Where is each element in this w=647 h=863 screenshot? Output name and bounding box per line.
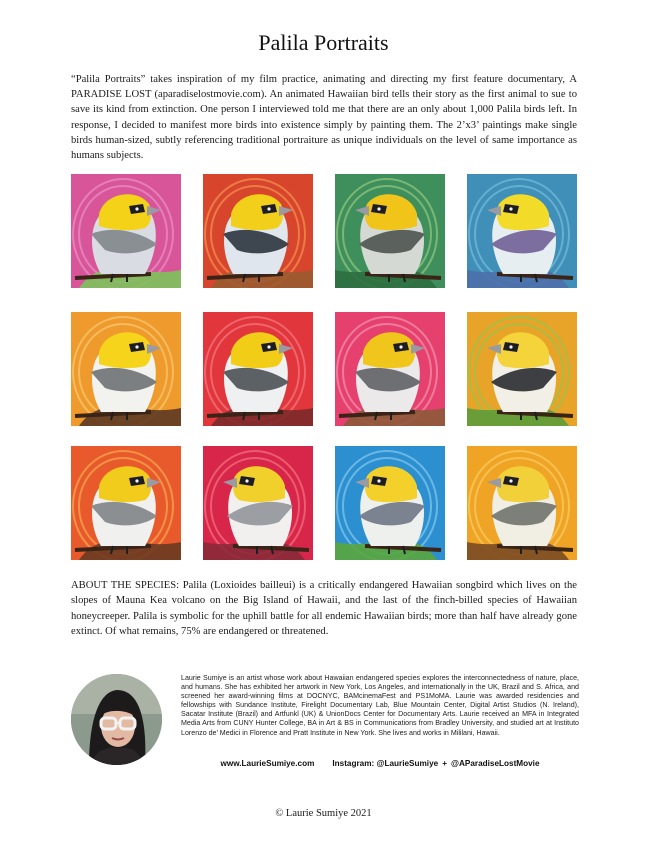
palila-bird-painting xyxy=(203,446,313,560)
palila-bird-painting xyxy=(467,446,577,560)
artist-portrait-photo xyxy=(71,674,162,765)
palila-bird-painting xyxy=(467,174,577,288)
palila-bird-painting xyxy=(467,312,577,426)
painting-tile xyxy=(71,312,181,426)
painting-tile xyxy=(467,312,577,426)
painting-tile xyxy=(335,312,445,426)
portrait-illustration xyxy=(71,674,162,765)
painting-tile xyxy=(467,174,577,288)
copyright-footer: © Laurie Sumiye 2021 xyxy=(275,808,372,819)
painting-tile xyxy=(467,446,577,560)
palila-bird-painting xyxy=(335,446,445,560)
palila-bird-painting xyxy=(71,174,181,288)
artist-bio: Laurie Sumiye is an artist whose work about Hawaiian endangered species explores the interconnectedness of nature, place, and humans. She has exhibited her artwork in New York, Los Angeles, and internationally in the UK, Brazil and S. Africa, and screened her award-winning films at DOCNYC, BAMcinemaFest and PS1MoMA. Laurie was awarded residencies and fellowships with Sundance Institute, Firelight Documentary Lab, Blue Mountain Center, Digital Artist Studios (N. Ireland), Sacatar Institute (Brazil) and Artfunkl (UK) & UnionDocs Center for Documentary Arts. Laurie received an MFA in Integrated Media Arts from CUNY Hunter College, BA in Art & BS in Communications from Bradley University, and studied art at Instituto Lorenzo de’ Medici in Florence and Pratt Institute in New York. She lives and works in Mililani, Hawaii. xyxy=(181,674,579,737)
website-link[interactable]: www.LaurieSumiye.com xyxy=(220,759,315,768)
painting-tile xyxy=(71,446,181,560)
plus-separator: + xyxy=(442,759,447,768)
painting-tile xyxy=(203,446,313,560)
paintings-grid xyxy=(71,174,577,564)
painting-tile xyxy=(335,446,445,560)
palila-bird-painting xyxy=(335,174,445,288)
painting-tile xyxy=(203,174,313,288)
painting-tile xyxy=(71,174,181,288)
palila-bird-painting xyxy=(71,446,181,560)
painting-tile xyxy=(335,174,445,288)
about-species-paragraph: ABOUT THE SPECIES: Palila (Loxioides bailleui) is a critically endangered Hawaiian songbird which lives on the slopes of Mauna Kea volcano on the Big Island of Hawaii, and the last of the finch-billed species of Hawaiian honeycreeper. Palila is symbolic for the uphill battle for all endemic Hawaiian birds; more than half have already gone extinct. Of what remains, 75% are endangered or threatened. xyxy=(71,580,577,638)
instagram-label: Instagram: xyxy=(332,759,375,768)
palila-bird-painting xyxy=(335,312,445,426)
instagram-handle-artist[interactable]: @LaurieSumiye xyxy=(376,759,439,768)
instagram-handle-movie[interactable]: @AParadiseLostMovie xyxy=(450,759,540,768)
palila-bird-painting xyxy=(71,312,181,426)
palila-bird-painting xyxy=(203,174,313,288)
intro-paragraph: “Palila Portraits” takes inspiration of my film practice, animating and directing my first feature documentary, A PARADISE LOST (aparadiselostmovie.com). An animated Hawaiian bird tells their story as the first animal to sue to save its kind from extinction. One person I interviewed told me that there are an only about 1,000 Palila birds left. In response, I decided to manifest more birds into existence simply by painting them. The 2’x3’ paintings make single birds human-sized, subtly referencing traditional portraiture as unique individuals on the level of same importance as humans subjects. xyxy=(71,74,577,162)
painting-tile xyxy=(203,312,313,426)
palila-bird-painting xyxy=(203,312,313,426)
page-title: Palila Portraits xyxy=(258,30,389,55)
contact-links xyxy=(181,759,579,768)
